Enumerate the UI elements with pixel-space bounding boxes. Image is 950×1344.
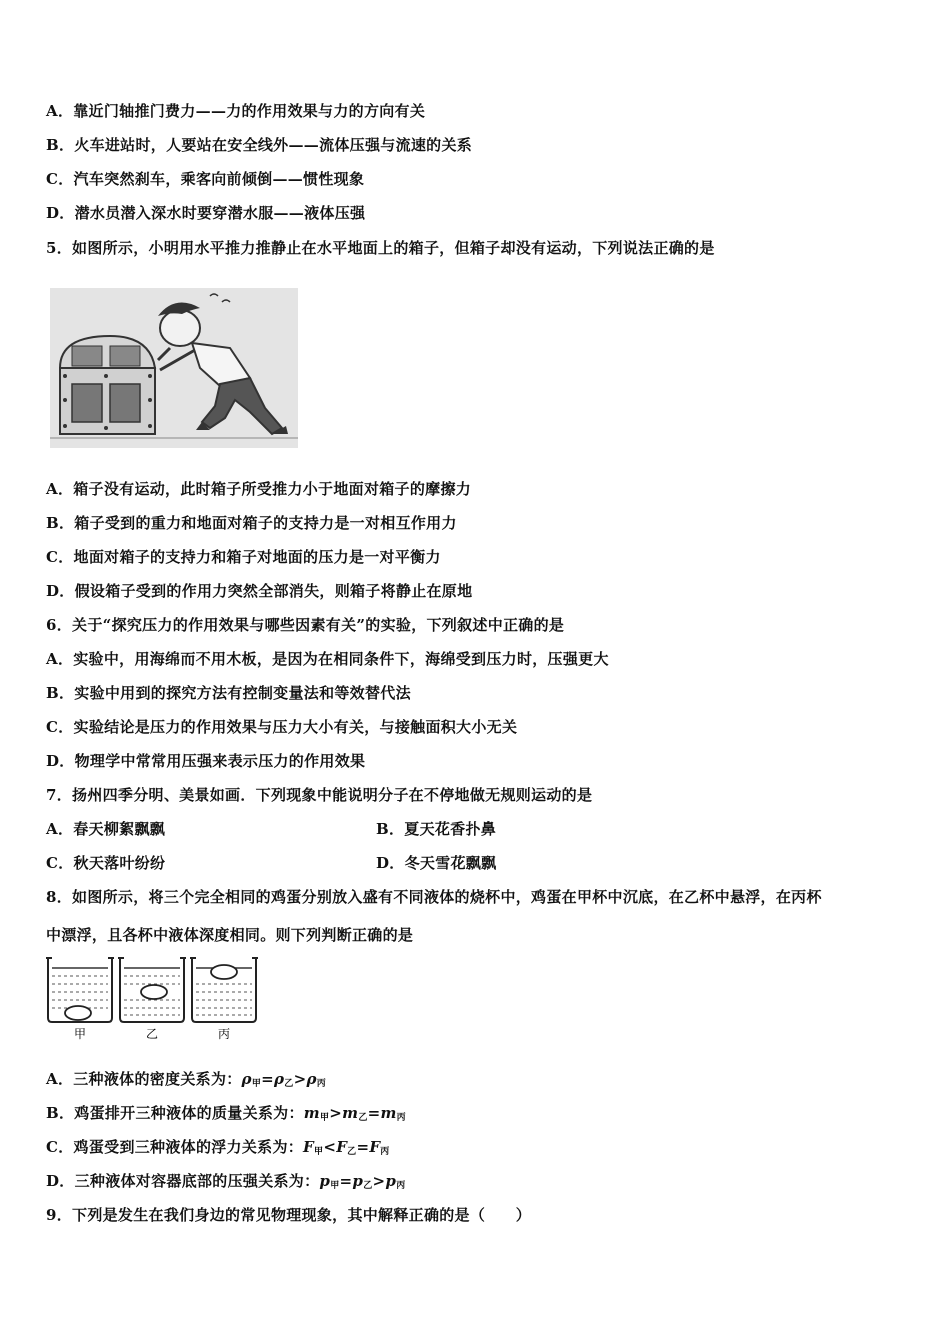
q4-option-d: D．潜水员潜入深水时要穿潜水服——液体压强	[46, 204, 366, 222]
q7-option-c: C．秋天落叶纷纷	[46, 854, 166, 872]
q4-option-c: C．汽车突然刹车，乘客向前倾倒——惯性现象	[46, 170, 365, 188]
q9-stem: 9．下列是发生在我们身边的常见物理现象，其中解释正确的是（ ）	[46, 1206, 532, 1224]
q8-option-a: A．三种液体的密度关系为：$\rho_甲=\rho_乙>\rho_丙$	[46, 1070, 327, 1089]
q5-option-d: D．假设箱子受到的作用力突然全部消失，则箱子将静止在原地	[46, 582, 473, 600]
beaker-label-yi: 乙	[145, 1027, 159, 1041]
egg-yi	[141, 985, 167, 999]
q5-stem: 5．如图所示，小明用水平推力推静止在水平地面上的箱子，但箱子却没有运动，下列说法正确的是	[46, 239, 715, 257]
q7-stem: 7．扬州四季分明、美景如画．下列现象中能说明分子在不停地做无规则运动的是	[46, 786, 593, 804]
boy-pushing-box-figure	[50, 288, 298, 448]
q6-option-c: C．实验结论是压力的作用效果与压力大小有关，与接触面积大小无关	[46, 718, 518, 736]
q4-option-a: A．靠近门轴推门费力——力的作用效果与力的方向有关	[46, 102, 426, 120]
q5-option-a: A．箱子没有运动，此时箱子所受推力小于地面对箱子的摩擦力	[46, 480, 472, 498]
q8-stem-line2: 中漂浮，且各杯中液体深度相同。则下列判断正确的是	[46, 926, 414, 944]
q8-option-d: D．三种液体对容器底部的压强关系为：$p_甲=p_乙>p_丙$	[46, 1172, 406, 1191]
q8-stem-line1: 8．如图所示，将三个完全相同的鸡蛋分别放入盛有不同液体的烧杯中，鸡蛋在甲杯中沉底，在乙杯中悬浮，在丙杯	[46, 888, 822, 906]
q6-option-d: D．物理学中常常用压强来表示压力的作用效果	[46, 752, 366, 770]
beaker-label-jia: 甲	[73, 1027, 87, 1041]
q7-option-d: D．冬天雪花飘飘	[376, 854, 497, 872]
beaker-label-bing: 丙	[217, 1027, 231, 1041]
boy-pushing-box-illustration	[50, 288, 298, 448]
q7-option-b: B．夏天花香扑鼻	[376, 820, 497, 838]
q5-option-b: B．箱子受到的重力和地面对箱子的支持力是一对相互作用力	[46, 514, 457, 532]
q5-option-c: C．地面对箱子的支持力和箱子对地面的压力是一对平衡力	[46, 548, 441, 566]
q8-option-b: B．鸡蛋排开三种液体的质量关系为：$m_甲>m_乙=m_丙$	[46, 1104, 406, 1123]
q6-option-a: A．实验中，用海绵而不用木板，是因为在相同条件下，海绵受到压力时，压强更大	[46, 650, 609, 668]
q4-option-b: B．火车进站时，人要站在安全线外——流体压强与流速的关系	[46, 136, 473, 154]
q8-option-c: C．鸡蛋受到三种液体的浮力关系为：$F_甲<F_乙=F_丙$	[46, 1138, 390, 1157]
q6-stem: 6．关于“探究压力的作用效果与哪些因素有关”的实验，下列叙述中正确的是	[46, 616, 565, 634]
q7-option-a: A．春天柳絮飘飘	[46, 820, 166, 838]
egg-jia	[65, 1006, 91, 1020]
beakers-illustration	[44, 952, 258, 1042]
q6-option-b: B．实验中用到的探究方法有控制变量法和等效替代法	[46, 684, 411, 702]
egg-bing	[211, 965, 237, 979]
three-beakers-figure	[44, 952, 258, 1042]
